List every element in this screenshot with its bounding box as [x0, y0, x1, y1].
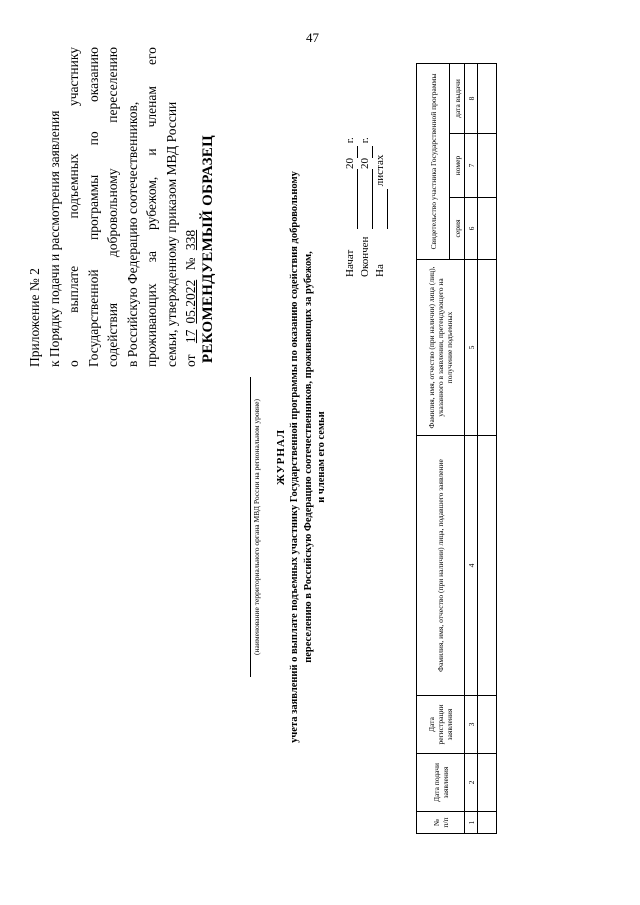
appendix-line-3: Государственной программы по оказанию [85, 47, 101, 367]
header-series: серия [450, 198, 465, 260]
appendix-block [25, 47, 201, 367]
page-number: 47 [306, 30, 319, 45]
table-header-row [417, 63, 450, 833]
header-issue-date: дата выдачи [450, 63, 465, 133]
appendix-line-4: содействия добровольному переселению [105, 47, 120, 367]
journal-dates [343, 77, 388, 277]
appendix-line-6: проживающих за рубежом, и членам его [144, 47, 159, 367]
started-line: Начат20 г. [344, 137, 356, 277]
rotated-page-content [25, 47, 615, 867]
appendix-line-1: к Порядку подачи и рассмотрения заявления [46, 110, 62, 367]
header-reg-date: Дата регистрации заявления [417, 696, 465, 754]
column-number-row: 1 2 3 4 5 6 7 8 [465, 63, 478, 833]
appendix-line-2: о выплате подъемных участнику [66, 47, 81, 367]
journal-table [416, 63, 497, 834]
header-number: номер [450, 134, 465, 198]
org-name-caption: (наименование территориального органа МВД России на региональном уровне) [250, 377, 261, 677]
ended-line: Окончен20 г. [359, 137, 371, 277]
sheets-line: На листах [374, 154, 386, 277]
appendix-date-rest: 05.2022 [183, 279, 198, 324]
appendix-order-number: 338 [183, 229, 198, 251]
header-applicant: Фамилия, имя, отчество (при наличии) лица, подавшего заявление [417, 436, 465, 696]
appendix-date-line: от 1705.2022 № 338 [183, 229, 198, 367]
appendix-line-7: семьи, утвержденному приказом МВД России [163, 101, 179, 367]
recommended-sample-heading: РЕКОМЕНДУЕМЫЙ ОБРАЗЕЦ [200, 134, 216, 364]
table-row [478, 63, 497, 833]
header-submit-date: Дата подачи заявления [417, 754, 465, 812]
appendix-date-day: 17 [183, 329, 198, 344]
journal-title: ЖУРНАЛ [275, 428, 287, 486]
header-num: № п/п [417, 812, 465, 834]
journal-subtitle: учета заявлений о выплате подъемных участнику Государственной программы по оказанию содействия добровольному переселению в Российскую Федерацию соотечественников, проживающих за рубежом, и членам его семьи [289, 171, 327, 743]
appendix-line-5: в Российскую Федерацию соотечественников, [124, 101, 140, 367]
appendix-title: Приложение № 2 [27, 268, 42, 367]
header-certificate: Свидетельство участника Государственной программы [417, 63, 450, 259]
header-claimant: Фамилия, имя, отчество (при наличии) лица (лиц), указанного в заявлении, претендующего на получение подъемных [417, 260, 465, 436]
